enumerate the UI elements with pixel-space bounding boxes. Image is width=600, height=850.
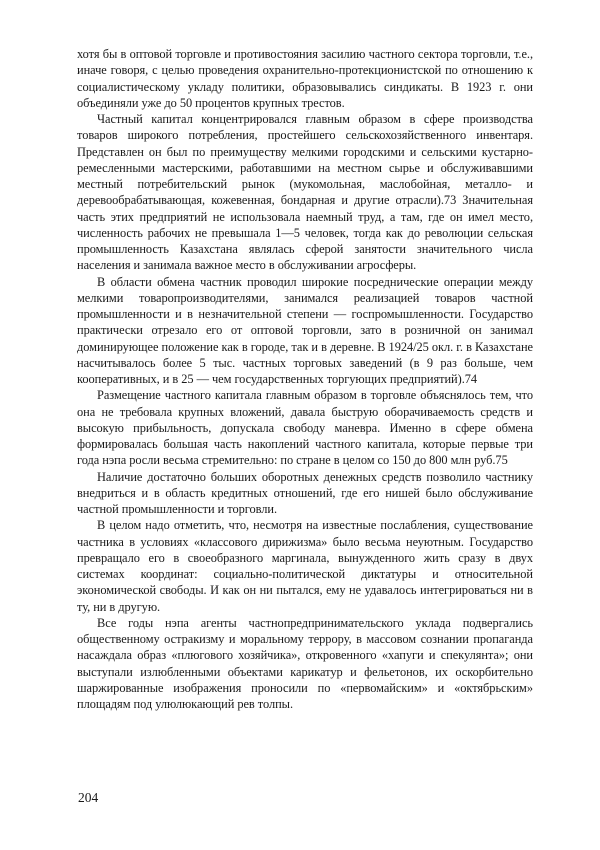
page-number: 204 <box>78 790 99 805</box>
paragraph-2: Частный капитал концентрировался главным образом в сфере производства товаров широкого потребления, простейшего сельскохозяйственного инвентаря. Представлен он был по преимуществу мелкими городскими и сельскими кустарно-ремесленными мастерскими, работавшими на местном сырье и обслуживавшими местный потребительский рынок (мукомольная, маслобойная, металло- и деревообрабатывающая, кожевенная, бондарная и другие отрасли).73 Значительная часть этих предприятий не использовала наемный труд, а там, где он имел место, численность рабочих не превышала 1—5 человек, тогда как до революции сельская промышленность Казахстана являлась сферой занятости значительного числа населения и занимала важное место в обслуживании агросферы. <box>77 112 533 273</box>
paragraph-4: Размещение частного капитала главным образом в торговле объяснялось тем, что она не требовала крупных вложений, давала быструю оборачиваемость средств и высокую прибыльность, допускала свободу маневра. Именно в сфере обмена формировалась большая часть накоплений частного капитала, которые первые три года нэпа росли весьма стремительно: по стране в целом со 150 до 800 млн руб.75 <box>77 388 533 468</box>
paragraph-3: В области обмена частник проводил широкие посреднические операции между мелкими товаропроизводителями, занимался реализацией товаров частной промышленности и в незначительной степени — госпромышленности. Государство практически отрезало его от оптовой торговли, зато в розничной он занимал доминирующее положение как в городе, так и в деревне. В 1924/25 окл. г. в Казахстане насчитывалось более 5 тыс. частных торговых заведений (в 9 раз больше, чем кооперативных, и в 25 — чем государственных торгующих предприятий).74 <box>77 274 533 386</box>
paragraph-5: Наличие достаточно больших оборотных денежных средств позволило частнику внедриться и в область кредитных отношений, где его нишей было обслуживание частной промышленности и торговли. <box>77 469 533 516</box>
paragraph-1: хотя бы в оптовой торговле и противостояния засилию частного сектора торговли, т.е., иначе говоря, с целью проведения охранительно-протекционистской по отношению к социалистическому укладу политики, образовывались синдикаты. В 1923 г. они объединяли уже до 50 процентов крупных трестов. <box>77 47 533 110</box>
paragraph-6: В целом надо отметить, что, несмотря на известные послабления, существование частника в условиях «классового дирижизма» было весьма неуютным. Государство превращало его в своеобразного маргинала, вынужденного жить сразу в двух системах координат: социально-политической диктатуры и относительной экономической свободы. И как он ни пытался, ему не удавалось интегрироваться ни в ту, ни в другую. <box>77 518 533 614</box>
body-text <box>77 46 533 712</box>
paragraph-7: Все годы нэпа агенты частнопредпринимательского уклада подвергались общественному остракизму и моральному террору, в массовом сознании пропаганда насаждала образ «плюгового хозяйчика», откровенного «хапуги и спекулянта»; они выступали излюбленными объектами карикатур и фельетонов, их оскорбительно шаржированные изображения проносили по «первомайским» и «октябрьским» площадям под улюлюкающий рев толпы. <box>77 615 533 711</box>
